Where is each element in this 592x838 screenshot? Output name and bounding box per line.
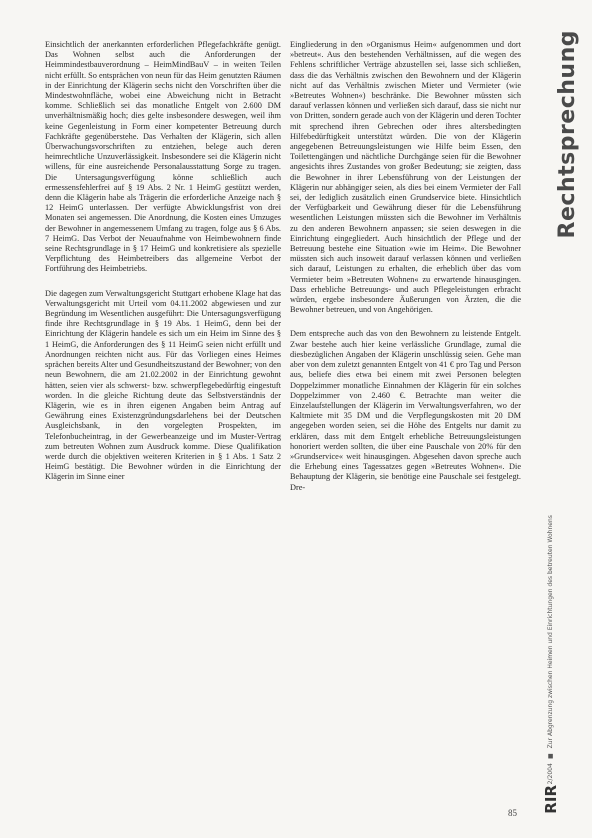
journal-mark: RIR	[542, 785, 560, 814]
right-column	[290, 40, 521, 493]
left-paragraph-2: Die dagegen zum Verwaltungsgericht Stuttgart erhobene Klage hat das Verwaltungsgericht mit Urteil vom 04.11.2002 abgewiesen und zur Begründung im Wesentlichen ausgeführt: Die Untersagungsverfügung finde ihre Rechtsgrundlage in § 19 Abs. 1 HeimG, denn bei der Einrichtung der Klägerin handele es sich um ein Heim im Sinne des § 1 HeimG, die Anforderungen des § 11 HeimG seien nicht erfüllt und Anordnungen reichten nicht aus. Für das Vorliegen eines Heimes sprächen bereits Alter und Gesundheitszustand der Bewohner; von den neun Bewohnern, die am 21.02.2002 in der Einrichtung gewohnt hätten, seien vier als schwerst- bzw. schwerpflegebedürftig eingestuft worden. In die gleiche Richtung deute das Selbstverständnis der Klägerin, wie es in ihren eigenen Angaben beim Antrag auf Gewährung eines Existenzgründungsdarlehens bei der Deutschen Ausgleichsbank, in den vorgelegten Prospekten, im Telefonbucheintrag, in der Gewerbeanzeige und im Muster-Vertrag zum betreuten Wohnen zum Ausdruck komme. Diese Qualifikation werde durch die objektiven weiteren Kriterien in § 1 Abs. 1 Satz 2 HeimG bestätigt. Die Bewohner würden in die Einrichtung der Klägerin im Sinne einer	[45, 288, 281, 482]
left-paragraph-1: Einsichtlich der anerkannten erforderlichen Pflegefachkräfte genügt. Das Wohnen selbst auch die Anforderungen der Heimmindestbauverordnung – HeimMindBauV – in weiten Teilen nicht erfüllt. So entsprächen von neun für das Heim genutzten Räumen in der Einrichtung der Klägerin sechs nicht den Vorschriften über die Mindestwohnfläche, wobei eine Abweichung nicht in Betracht komme. Schließlich sei das monatliche Entgelt von 2.600 DM unverhältnismäßig hoch; dies gelte insbesondere deswegen, weil ihm keine Gegenleistung in Form einer kompetenter Betreuung durch Fachkräfte gegenüberstehe. Das Verhalten der Klägerin, sich allen Überwachungsvorschriften zu entziehen, belege auch deren heimrechtliche Unzuverlässigkeit. Insbesondere sei die Klägerin nicht willens, für eine ausreichende Personalausstattung Sorge zu tragen. Die Untersagungsverfügung könne schließlich auch ermessensfehlerfrei auf § 19 Abs. 2 Nr. 1 HeimG gestützt werden, denn die Klägerin habe als Trägerin die erforderliche Anzeige nach § 12 HeimG unterlassen. Der verfügte Abwicklungsfrist von drei Monaten sei angemessen. Die Anordnung, die Kosten eines Umzuges der Bewohner in angemessenem Umfang zu tragen, folge aus § 6 Abs. 7 HeimG. Das Verbot der Neuaufnahme von Heimbewohnern finde seine Rechtsgrundlage in § 17 HeimG und konkretisiere als spezielle Verpflichtung des Heimbetreibers das allgemeine Verbot der Fortführung des Heimbetriebs.	[45, 40, 281, 274]
side-note	[547, 515, 554, 784]
left-column	[45, 40, 281, 483]
section-title: Rechtsprechung	[555, 30, 580, 239]
side-note-year: 2/2004	[547, 763, 554, 785]
right-paragraph-1: Eingliederung in den »Organismus Heim« aufgenommen und dort »betreut«. Aus den bestehenden Verhältnissen, auf die wegen des Fehlens schriftlicher Verträge abzustellen sei, lasse sich schließen, dass die das Verhältnis zwischen den Bewohnern und der Klägerin nicht auf das Verhältnis zwischen Mieter und Vermieter (wie »Betreutes Wohnen«) beschränke. Die Bewohner müssten sich darauf verlassen können und verließen sich darauf, dass sie nicht nur von Dritten, sondern gerade auch von der Klägerin und deren Tochter mit sprechend ihren Gebrechen oder ihres altersbedingten Hilfebedürftigkeit unterstützt würden. Die von der Klägerin angegebenen Betreuungsleistungen wie Hilfe beim Essen, den Toilettengängen und nächtliche Durchgänge seien für die Bewohner angesichts ihres Zustandes von großer Bedeutung; sie zeigten, dass die Bewohner in ihrer Lebensführung von der Leistungen der Klägerin nur abhängiger seien, als dies bei einem Vermieter der Fall sei, der lediglich zusätzlich einen Grundservice biete. Hinsichtlich der Verfügbarkeit und Gewährung dieser für die Lebensführung wesentlichen Leistungen müssten sich die Bewohner im Verhältnis zu den anderen Bewohnern anpassen; sie seien deswegen in die Einrichtung eingegliedert. Auch hinsichtlich der Pflege und der Betreuung bestehe eine Situation »wie im Heim«. Die Bewohner müssten sich auch insoweit darauf verlassen können und verließen sich darauf, Leistungen zu erhalten, die erheblich über das vom Vermieter beim »Betreuten Wohnen« zu erwartende hinausgingen. Dass erhebliche Betreuungs- und auch Pflegeleistungen erbracht würden, ergebe insbesondere Äußerungen von Ärzten, die die Bewohner betreuen, und von Angehörigen.	[290, 40, 521, 315]
right-paragraph-2: Dem entspreche auch das von den Bewohnern zu leistende Entgelt. Zwar bestehe auch hier keine verlässliche Grundlage, zumal die diesbezüglichen Angaben der Klägerin unschlüssig seien. Gehe man aber von dem zuletzt genannten Entgelt von 41 € pro Tag und Person aus, beliefe dies etwa bei einem mit zwei Personen belegten Doppelzimmer monatliche Einnahmen der Klägerin für ein solches Doppelzimmer von 2.460 €. Betrachte man weiter die Einzelaufstellungen der Klägerin im Verwaltungsverfahren, wo der Kaltmiete mit 35 DM und die Verpflegungskosten mit 20 DM angegeben worden seien, sei die Höhe des Entgelts nur damit zu erklären, dass mit dem Entgelt erhebliche Betreuungsleistungen honoriert werden sollten, die über eine Pauschale von 20% für den »Grundservice« weit hinausgingen. Abgesehen davon spreche auch die Erhebung eines Tagessatzes gegen »Betreutes Wohnen«. Die Behauptung der Klägerin, sie benötige eine Pauschale sei festgelegt. Dre-	[290, 329, 521, 492]
page-number: 85	[508, 808, 517, 818]
separator-square-icon: ■	[547, 752, 554, 760]
side-note-text: Zur Abgrenzung zwischen Heimen und Einrichtungen des betreuten Wohnens	[547, 515, 554, 749]
